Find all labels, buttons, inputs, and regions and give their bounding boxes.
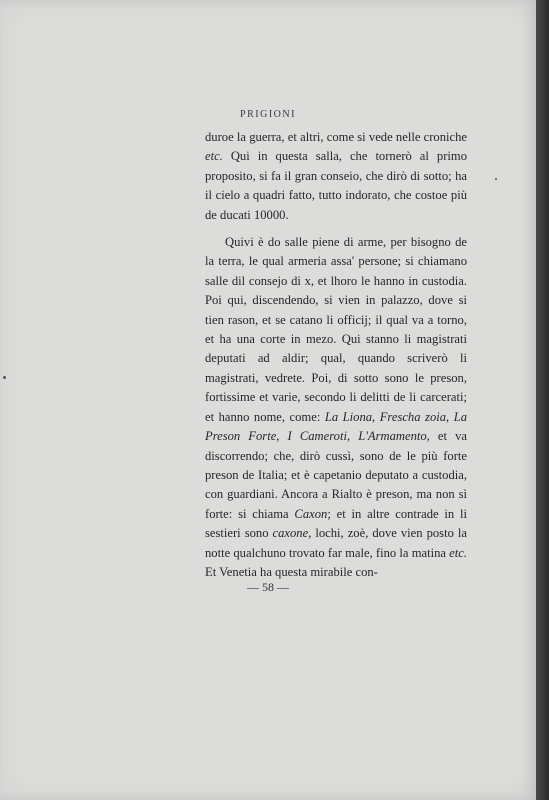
italic-run: etc. bbox=[449, 545, 467, 560]
italic-run: La Liona, Frescha zoia, La Preson Forte, I Cameroti, L'Armamento, bbox=[205, 409, 468, 444]
text-run: , lochi, zoè, dove vien posto la notte qualchuno trovato far male, fino la matina bbox=[205, 526, 467, 560]
text-run: Qui in questa salla, che tornerò al primo proposito, si fa il gran conseio, che dirò di sotto; ha il cielo a quadri fatto, tutto indorato, che costoe più de ducati 10000. bbox=[205, 149, 467, 222]
paragraph-2 bbox=[205, 233, 467, 582]
text-run: Et Venetia ha questa mirabile con- bbox=[205, 564, 378, 579]
text-run: et va discorrendo; che, dirò cussì, sono de le più forte preson de Italia; et è capetanio deputato a custodia, con guardiani. Ancora a Rialto è preson, ma non sì forte: si chiama bbox=[205, 429, 467, 521]
book-edge bbox=[536, 0, 549, 800]
italic-run: caxone bbox=[272, 526, 309, 541]
running-header: PRIGIONI bbox=[240, 109, 296, 120]
italic-run: Caxon bbox=[294, 506, 328, 521]
page-number: — 58 — bbox=[247, 580, 289, 594]
paragraph-1 bbox=[205, 128, 467, 225]
body-text bbox=[205, 128, 467, 582]
text-run: Quivi è do salle piene di arme, per bisogno de la terra, le qual armeria assa' persone; si chiamano salle dil consejo di x, et lhoro le hanno in custodia. Poi qui, discendendo, si vien in palazzo, dove si tien rason, et se catano li officij; il qual va a torno, et ha una corte in mezo. Qui stanno li magistrati deputati ad aldir; qual, quando scriverò li magistrati, vedrete. Poi, di sotto sono le preson, fortissime et varie, secondo li delitti de li carcerati; et hanno nome, come: bbox=[205, 235, 467, 424]
text-run: ; et in altre contrade in li sestieri sono bbox=[205, 506, 467, 541]
text-run: duroe la guerra, et altri, come si vede nelle croniche bbox=[205, 130, 467, 144]
stray-mark bbox=[495, 178, 497, 180]
stray-mark bbox=[3, 376, 6, 379]
italic-run: etc. bbox=[205, 149, 223, 164]
